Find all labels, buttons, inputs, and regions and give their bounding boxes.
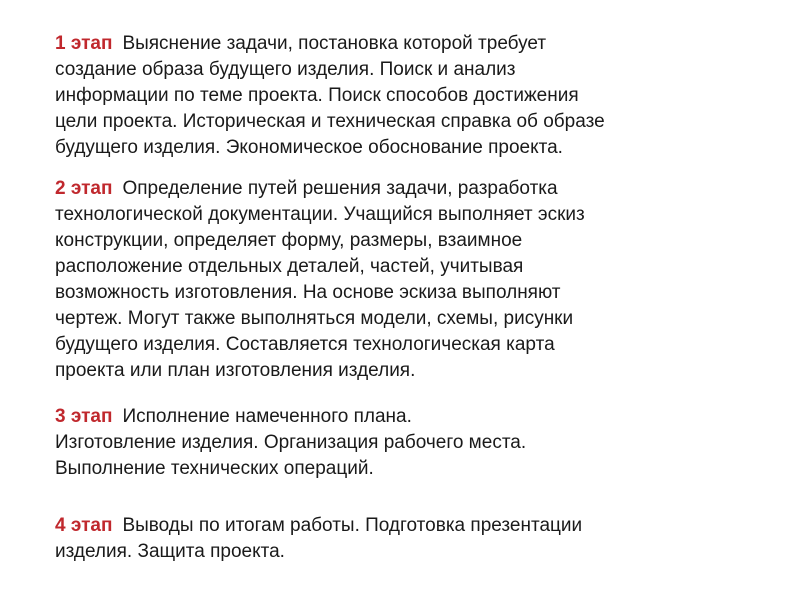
stage-1-line-5: будущего изделия. Экономическое обоснование проекта. — [55, 137, 563, 158]
stage-4-block — [55, 513, 735, 565]
stage-2-block — [55, 176, 735, 384]
stage-4-line-2: изделия. Защита проекта. — [55, 541, 285, 562]
stage-2-line-6: чертеж. Могут также выполняться модели, схемы, рисунки — [55, 308, 574, 329]
stage-1-line-4: цели проекта. Историческая и техническая справка об образе — [55, 111, 605, 132]
stage-2-text-1: Определение путей решения задачи, разработка — [122, 178, 558, 199]
stage-4-label: 4 этап — [55, 515, 113, 536]
stage-2-line-8: проекта или план изготовления изделия. — [55, 360, 416, 381]
stage-2-line-1 — [55, 176, 735, 202]
stage-2-line-3: конструкции, определяет форму, размеры, взаимное — [55, 230, 523, 251]
stage-1-line-3: информации по теме проекта. Поиск способов достижения — [55, 85, 579, 106]
stage-1-text-1: Выяснение задачи, постановка которой требует — [122, 33, 547, 54]
stage-1-line-1 — [55, 31, 735, 57]
stage-2-line-5: возможность изготовления. На основе эскиза выполняют — [55, 282, 561, 303]
stage-4-text-1: Выводы по итогам работы. Подготовка презентации — [122, 515, 583, 536]
stage-3-line-2: Изготовление изделия. Организация рабочего места. — [55, 432, 527, 453]
stage-2-label: 2 этап — [55, 178, 113, 199]
stage-3-label: 3 этап — [55, 406, 113, 427]
stage-3-line-1 — [55, 404, 735, 430]
stage-3-line-3: Выполнение технических операций. — [55, 458, 374, 479]
stage-1-label: 1 этап — [55, 33, 113, 54]
stage-2-line-2: технологической документации. Учащийся выполняет эскиз — [55, 204, 585, 225]
stage-4-line-1 — [55, 513, 735, 539]
stage-1-line-2: создание образа будущего изделия. Поиск и анализ — [55, 59, 516, 80]
stage-3-block — [55, 404, 735, 482]
stage-2-line-4: расположение отдельных деталей, частей, учитывая — [55, 256, 524, 277]
stage-2-line-7: будущего изделия. Составляется технологическая карта — [55, 334, 555, 355]
stage-1-block — [55, 31, 735, 161]
stage-3-text-1: Исполнение намеченного плана. — [122, 406, 412, 427]
